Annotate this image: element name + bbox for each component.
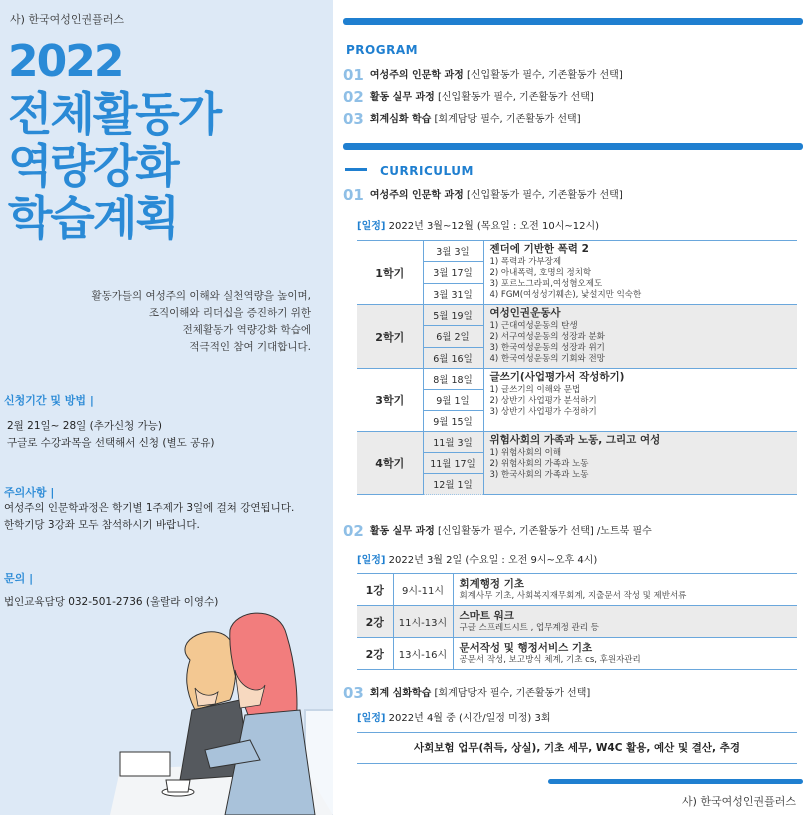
semester-row xyxy=(357,241,797,262)
lecture-title: 회계행정 기초 xyxy=(459,577,525,590)
date-cell: 9월 15일 xyxy=(423,411,483,432)
accounting-content-box: 사회보험 업무(취득, 상실), 기초 세무, W4C 활용, 예산 및 결산, 추경 xyxy=(357,732,797,764)
topic-line: 2) 위험사회의 가족과 노동 xyxy=(489,459,589,469)
top-divider-bar xyxy=(343,18,803,25)
item-number: 01 xyxy=(343,66,364,84)
date-cell: 3월 31일 xyxy=(423,283,483,304)
date-cell: 3월 3일 xyxy=(423,241,483,262)
item-note: [신입활동가 필수, 기존활동가 선택] xyxy=(438,92,594,103)
topic-cell xyxy=(483,369,797,432)
lecture-row xyxy=(357,606,797,638)
date-cell: 6월 2일 xyxy=(423,326,483,347)
topic-cell xyxy=(483,432,797,495)
date-cell: 9월 1일 xyxy=(423,390,483,411)
lecture-content xyxy=(453,606,797,638)
program-item xyxy=(343,88,594,106)
course-name: 회계 심화학습 xyxy=(369,688,432,699)
topic-title: 젠더에 기반한 폭력 2 xyxy=(489,243,589,255)
semester-row xyxy=(357,369,797,390)
semester-row xyxy=(357,432,797,453)
course-2-heading xyxy=(343,522,652,540)
schedule-tag: [일정] xyxy=(357,555,386,566)
topic-line: 1) 근대여성운동의 탄생 xyxy=(489,321,578,331)
intro-line: 조직이해와 리더십을 증진하기 위한 xyxy=(148,307,311,319)
date-cell: 3월 17일 xyxy=(423,262,483,283)
lecture-row xyxy=(357,638,797,670)
women-at-table-illustration xyxy=(100,600,333,815)
topic-line: 3) 한국여성운동의 성장과 위기 xyxy=(489,343,605,353)
notice-body xyxy=(4,500,294,534)
intro-line: 활동가들의 여성주의 이해와 실천역량을 높이며, xyxy=(91,290,311,302)
course-number: 03 xyxy=(343,684,364,702)
topic-title: 글쓰기(사업평가서 작성하기) xyxy=(489,371,625,383)
apply-line: 2월 21일~ 28일 (추가신청 가능) xyxy=(7,420,163,432)
date-cell: 11월 3일 xyxy=(423,432,483,453)
course-1-schedule xyxy=(357,217,599,232)
semester-label: 3학기 xyxy=(357,369,423,432)
course-number: 01 xyxy=(343,186,364,204)
footer-org-name: 사) 한국여성인권플러스 xyxy=(681,795,796,808)
notice-line: 한학기당 3강좌 모두 참석하시기 바랍니다. xyxy=(4,519,200,531)
course-number: 02 xyxy=(343,522,364,540)
intro-text xyxy=(21,288,311,356)
program-title: PROGRAM xyxy=(346,43,419,57)
curriculum-title: CURRICULUM xyxy=(380,164,474,178)
item-name: 활동 실무 과정 xyxy=(369,92,435,103)
semester-label: 2학기 xyxy=(357,305,423,369)
item-number: 02 xyxy=(343,88,364,106)
schedule-tag: [일정] xyxy=(357,713,386,724)
bottom-divider-bar xyxy=(548,779,803,784)
item-name: 여성주의 인문학 과정 xyxy=(369,70,464,81)
intro-line: 적극적인 참여 기대합니다. xyxy=(189,341,311,353)
humanities-schedule-table xyxy=(357,240,797,495)
schedule-text: 2022년 4월 중 (시간/일정 미정) 3회 xyxy=(388,713,551,724)
title-line-2: 전체활동가 xyxy=(8,87,221,141)
topic-line: 2) 서구여성운동의 성장과 분화 xyxy=(489,332,605,342)
lecture-desc: 구글 스프레드시트 , 업무계정 관리 등 xyxy=(459,622,599,633)
main-title xyxy=(8,36,220,244)
date-cell: 8월 18일 xyxy=(423,369,483,390)
course-2-schedule xyxy=(357,551,597,566)
item-number: 03 xyxy=(343,110,364,128)
topic-line: 4) 한국여성운동의 기회와 전망 xyxy=(489,354,605,364)
date-cell: 12월 1일 xyxy=(423,474,483,495)
course-note: [신입활동가 필수, 기존활동가 선택] /노트북 필수 xyxy=(438,526,652,537)
course-note: [신입활동가 필수, 기존활동가 선택] xyxy=(466,190,623,201)
topic-line: 1) 글쓰기의 이해와 문법 xyxy=(489,385,581,395)
schedule-tag: [일정] xyxy=(357,221,386,232)
title-line-4: 학습계획 xyxy=(8,191,178,245)
item-note: [회계담당 필수, 기존활동가 선택] xyxy=(434,114,581,125)
date-cell: 6월 16일 xyxy=(423,347,483,368)
intro-line: 전체활동가 역량강화 학습에 xyxy=(182,324,311,336)
lecture-row xyxy=(357,574,797,606)
course-3-heading xyxy=(343,684,590,702)
topic-cell xyxy=(483,305,797,369)
lecture-time: 13시-16시 xyxy=(393,638,453,670)
lecture-time: 9시-11시 xyxy=(393,574,453,606)
topic-line: 1) 위험사회의 이해 xyxy=(489,448,562,458)
topic-line: 2) 아내폭력, 호명의 정치학 xyxy=(489,268,592,278)
topic-title: 위험사회의 가족과 노동, 그리고 여성 xyxy=(489,434,661,446)
date-cell: 5월 19일 xyxy=(423,305,483,326)
topic-title: 여성인권운동사 xyxy=(489,307,561,319)
course-note: [회계담당자 필수, 기존활동가 선택] xyxy=(434,688,591,699)
apply-line: 구글로 수강과목을 선택해서 신청 (별도 공유) xyxy=(7,437,215,449)
date-cell: 11월 17일 xyxy=(423,453,483,474)
course-name: 활동 실무 과정 xyxy=(369,526,435,537)
lecture-number: 1강 xyxy=(357,574,393,606)
lecture-desc: 회계사무 기초, 사회복지재무회계, 지출문서 작성 및 제반서류 xyxy=(459,590,687,601)
schedule-text: 2022년 3월 2일 (수요일 : 오전 9시~오후 4시) xyxy=(388,555,598,566)
notice-line: 여성주의 인문학과정은 학기별 1주제가 3일에 걸쳐 강연됩니다. xyxy=(4,502,295,514)
lecture-number: 2강 xyxy=(357,638,393,670)
title-year: 2022 xyxy=(8,36,123,87)
topic-line: 2) 상반기 사업평가 분석하기 xyxy=(489,396,597,406)
item-note: [신입활동가 필수, 기존활동가 선택] xyxy=(466,70,623,81)
topic-line: 3) 상반기 사업평가 수정하기 xyxy=(489,407,597,417)
curriculum-dash xyxy=(345,168,367,171)
course-1-heading xyxy=(343,186,623,204)
topic-line: 1) 폭력과 가부장제 xyxy=(489,257,562,267)
topic-cell xyxy=(483,241,797,305)
right-panel xyxy=(333,0,810,815)
lecture-number: 2강 xyxy=(357,606,393,638)
contact-heading: 문의 | xyxy=(4,572,34,585)
item-name: 회계심화 학습 xyxy=(369,114,432,125)
title-line-3: 역량강화 xyxy=(8,139,178,193)
lecture-title: 문서작성 및 행정서비스 기초 xyxy=(459,641,593,654)
topic-line: 4) FGM(여성성기훼손), 낯설지만 익숙한 xyxy=(489,290,642,300)
topic-line: 3) 포르노그라피,여성혐오제도 xyxy=(489,279,603,289)
semester-label: 1학기 xyxy=(357,241,423,305)
lecture-time: 11시-13시 xyxy=(393,606,453,638)
program-item xyxy=(343,110,581,128)
lecture-desc: 공문서 작성, 보고방식 체계, 기초 cs, 후원자관리 xyxy=(459,654,641,665)
program-item xyxy=(343,66,623,84)
apply-heading: 신청기간 및 방법 | xyxy=(4,394,94,407)
semester-label: 4학기 xyxy=(357,432,423,495)
lecture-content xyxy=(453,638,797,670)
course-3-schedule xyxy=(357,709,551,724)
left-panel xyxy=(0,0,333,815)
notice-heading: 주의사항 | xyxy=(4,486,55,499)
schedule-text: 2022년 3월~12월 (목요일 : 오전 10시~12시) xyxy=(388,221,600,232)
lecture-title: 스마트 워크 xyxy=(459,609,514,622)
mid-divider-bar xyxy=(343,143,803,150)
contact-line: 법인교육담당 032-501-2736 (울랄라 이영수) xyxy=(4,596,219,608)
course-name: 여성주의 인문학 과정 xyxy=(369,190,464,201)
org-name: 사) 한국여성인권플러스 xyxy=(10,13,125,26)
semester-row xyxy=(357,305,797,326)
apply-body xyxy=(4,418,214,452)
lecture-content xyxy=(453,574,797,606)
practice-schedule-table xyxy=(357,573,797,670)
topic-line: 3) 한국사회의 가족과 노동 xyxy=(489,470,589,480)
